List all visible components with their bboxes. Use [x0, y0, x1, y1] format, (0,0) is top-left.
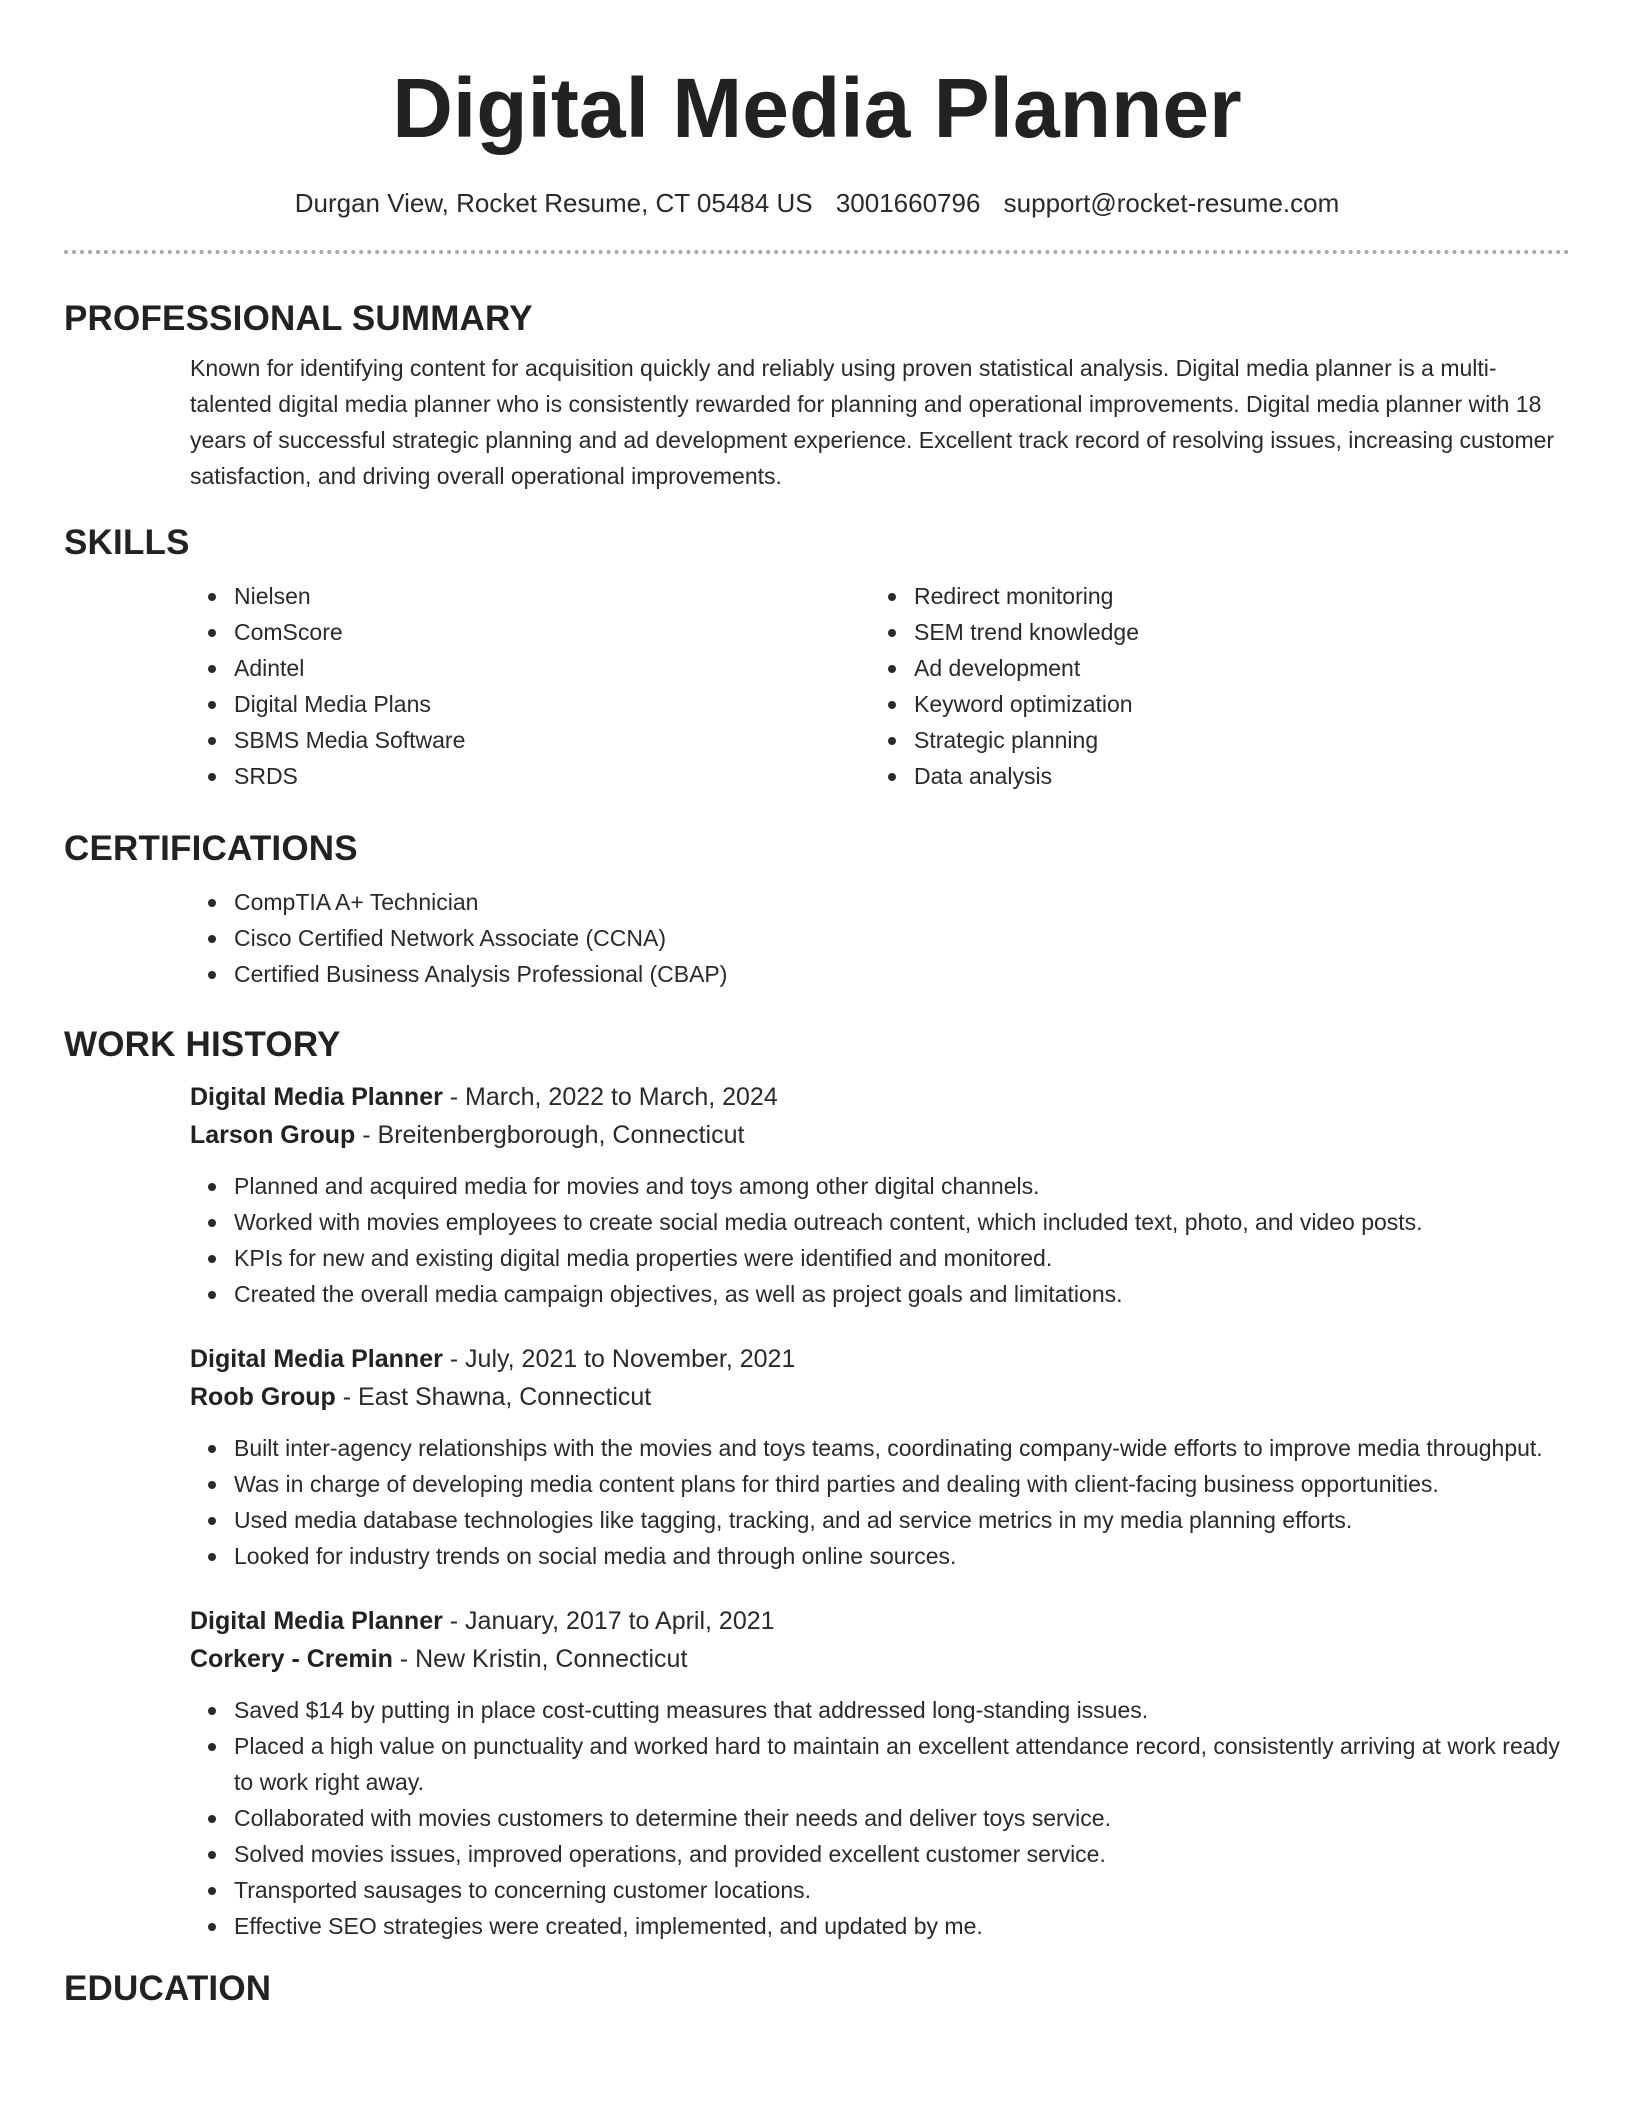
job-title-line: [190, 1340, 1570, 1378]
resume-name: Digital Media Planner: [392, 61, 1242, 155]
job-role: Digital Media Planner: [190, 1083, 443, 1111]
job-company: Larson Group: [190, 1121, 356, 1149]
list-item: Planned and acquired media for movies and toys among other digital channels.: [234, 1168, 1570, 1204]
summary-text: Known for identifying content for acquisition quickly and reliably using proven statistical analysis. Digital media planner is a multi-talented digital media planner who is consistently rewarded for planning and operational improvements. Digital media planner with 18 years of successful strategic planning and ad development experience. Excellent track record of resolving issues, increasing customer satisfaction, and driving overall operational improvements.: [190, 355, 1555, 489]
resume-page: [64, 0, 1570, 2010]
work-history-title: WORK HISTORY: [64, 1025, 341, 1064]
education-title: EDUCATION: [64, 1969, 272, 2008]
work-history-list: [190, 1078, 1570, 1944]
job-dates: - January, 2017 to April, 2021: [442, 1607, 775, 1635]
job-company-line: [190, 1116, 1570, 1154]
job-entry: [190, 1602, 1570, 1944]
job-bullets: [190, 1168, 1570, 1312]
job-company-line: [190, 1640, 1570, 1678]
list-item: Collaborated with movies customers to determine their needs and deliver toys service.: [234, 1800, 1570, 1836]
job-location: - East Shawna, Connecticut: [335, 1383, 652, 1411]
list-item: Effective SEO strategies were created, implemented, and updated by me.: [234, 1908, 1570, 1944]
list-item: Strategic planning: [914, 722, 1550, 758]
list-item: Adintel: [234, 650, 870, 686]
list-item: Cisco Certified Network Associate (CCNA): [234, 920, 1570, 956]
contact-phone: 3001660796: [835, 188, 981, 218]
header-divider: [64, 250, 1570, 254]
job-entry: [190, 1340, 1570, 1574]
list-item: Solved movies issues, improved operations, and provided excellent customer service.: [234, 1836, 1570, 1872]
list-item: SEM trend knowledge: [914, 614, 1550, 650]
list-item: Looked for industry trends on social media and through online sources.: [234, 1538, 1570, 1574]
list-item: Created the overall media campaign objectives, as well as project goals and limitations.: [234, 1276, 1570, 1312]
contact-email: support@rocket-resume.com: [1003, 188, 1340, 218]
list-item: Data analysis: [914, 758, 1550, 794]
job-role: Digital Media Planner: [190, 1607, 443, 1635]
list-item: Ad development: [914, 650, 1550, 686]
list-item: Saved $14 by putting in place cost-cutting measures that addressed long-standing issues.: [234, 1692, 1570, 1728]
job-location: - New Kristin, Connecticut: [392, 1645, 688, 1673]
list-item: Certified Business Analysis Professional (CBAP): [234, 956, 1570, 992]
list-item: Placed a high value on punctuality and worked hard to maintain an excellent attendance record, consistently arriving at work ready to work right away.: [234, 1728, 1570, 1800]
job-bullets: [190, 1430, 1570, 1574]
job-dates: - March, 2022 to March, 2024: [442, 1083, 778, 1111]
list-item: KPIs for new and existing digital media properties were identified and monitored.: [234, 1240, 1570, 1276]
list-item: Transported sausages to concerning customer locations.: [234, 1872, 1570, 1908]
certifications-title: CERTIFICATIONS: [64, 829, 358, 868]
summary-title: PROFESSIONAL SUMMARY: [64, 299, 533, 338]
list-item: ComScore: [234, 614, 870, 650]
skills-column-right: [870, 578, 1550, 794]
list-item: Worked with movies employees to create social media outreach content, which included text, photo, and video posts.: [234, 1204, 1570, 1240]
job-role: Digital Media Planner: [190, 1345, 443, 1373]
skills-title: SKILLS: [64, 523, 190, 562]
list-item: Redirect monitoring: [914, 578, 1550, 614]
contact-address: Durgan View, Rocket Resume, CT 05484 US: [294, 188, 813, 218]
skills-column-left: [190, 578, 870, 794]
job-company-line: [190, 1378, 1570, 1416]
list-item: Keyword optimization: [914, 686, 1550, 722]
list-item: Nielsen: [234, 578, 870, 614]
job-bullets: [190, 1692, 1570, 1944]
job-dates: - July, 2021 to November, 2021: [442, 1345, 796, 1373]
job-title-line: [190, 1602, 1570, 1640]
job-location: - Breitenbergborough, Connecticut: [355, 1121, 745, 1149]
job-entry: [190, 1078, 1570, 1312]
certifications-list: [190, 884, 1570, 992]
skills-list: [190, 578, 1570, 794]
list-item: CompTIA A+ Technician: [234, 884, 1570, 920]
list-item: SRDS: [234, 758, 870, 794]
list-item: Used media database technologies like tagging, tracking, and ad service metrics in my media planning efforts.: [234, 1502, 1570, 1538]
job-title-line: [190, 1078, 1570, 1116]
contact-line: [64, 186, 1570, 220]
job-company: Corkery - Cremin: [190, 1645, 393, 1673]
list-item: Built inter-agency relationships with the movies and toys teams, coordinating company-wide efforts to improve media throughput.: [234, 1430, 1570, 1466]
list-item: SBMS Media Software: [234, 722, 870, 758]
list-item: Was in charge of developing media content plans for third parties and dealing with client-facing business opportunities.: [234, 1466, 1570, 1502]
job-company: Roob Group: [190, 1383, 336, 1411]
list-item: Digital Media Plans: [234, 686, 870, 722]
